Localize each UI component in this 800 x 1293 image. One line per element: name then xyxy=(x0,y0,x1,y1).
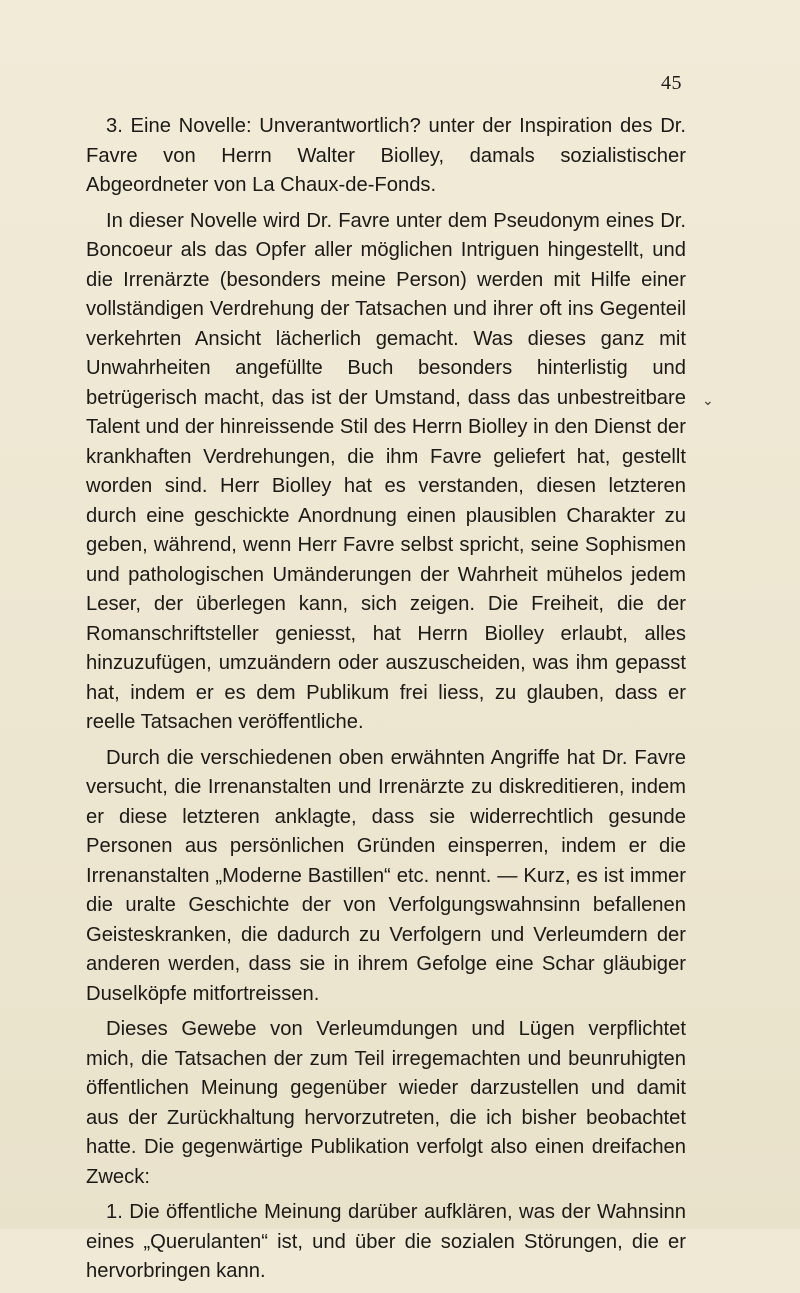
paragraph-novelle-description: In dieser Novelle wird Dr. Favre unter dem Pseudonym eines Dr. Boncoeur als das Opfer aller möglichen Intriguen hingestellt, und die Irrenärzte (besonders meine Person) werden mit Hilfe einer vollständigen Verdrehung der Tatsachen und ihrer oft ins Gegenteil verkehrten Ansicht lächerlich gemacht. Was dieses ganz mit Unwahrheiten angefüllte Buch besonders hinterlistig und betrügerisch macht, das ist der Umstand, dass das unbestreitbare Talent und der hinreissende Stil des Herrn Biolley in den Dienst der krankhaften Verdrehungen, die ihm Favre geliefert hat, gestellt worden sind. Herr Biolley hat es verstanden, diesen letzteren durch eine geschickte Anordnung einen plausiblen Charakter zu geben, während, wenn Herr Favre selbst spricht, seine Sophismen und pathologischen Umänderungen der Wahrheit mühelos jedem Leser, der überlegen kann, sich zeigen. Die Freiheit, die der Romanschriftsteller geniesst, hat Herrn Biolley erlaubt, alles hinzuzufügen, umzuändern oder auszuscheiden, was ihm gepasst hat, indem er es dem Publikum frei liess, zu glauben, dass er reelle Tatsachen veröffentliche. xyxy=(86,209,686,733)
page-number: 45 xyxy=(661,72,682,94)
body-text xyxy=(86,112,686,1293)
paragraph-purpose: Dieses Gewebe von Verleumdungen und Lügen verpflichtet mich, die Tatsachen der zum Teil irregemachten und beunruhigten öffentlichen Meinung gegenüber wieder darzustellen und damit aus der Zurückhaltung hervorzutreten, die ich bisher beobachtet hatte. Die gegenwärtige Publikation verfolgt also einen dreifachen Zweck: xyxy=(86,1018,686,1188)
paragraph-attacks: Durch die verschiedenen oben erwähnten Angriffe hat Dr. Favre versucht, die Irrenanstalten und Irrenärzte zu diskreditieren, indem er diese letzteren anklagte, dass sie widerrechtlich gesunde Personen aus persönlichen Gründen einsperren, indem er die Irrenanstalten „Moderne Bastillen“ etc. nennt. — Kurz, es ist immer die uralte Geschichte der von Verfolgungswahnsinn befallenen Geisteskranken, die dadurch zu Verfolgern und Verleumdern der anderen werden, dass sie in ihrem Gefolge eine Schar gläubiger Duselköpfe mitfortreissen. xyxy=(86,746,686,1005)
paragraph-purpose-item-1: 1. Die öffentliche Meinung darüber aufklären, was der Wahnsinn eines „Querulanten“ ist, und über die sozialen Störungen, die er hervorbringen kann. xyxy=(86,1201,686,1282)
margin-pencil-mark: ⌄ xyxy=(702,392,714,408)
paragraph-novelle-item: 3. Eine Novelle: Unverantwortlich? unter der Inspiration des Dr. Favre von Herrn Walter Biolley, damals sozialistischer Abgeordneter von La Chaux-de-Fonds. xyxy=(86,115,686,196)
